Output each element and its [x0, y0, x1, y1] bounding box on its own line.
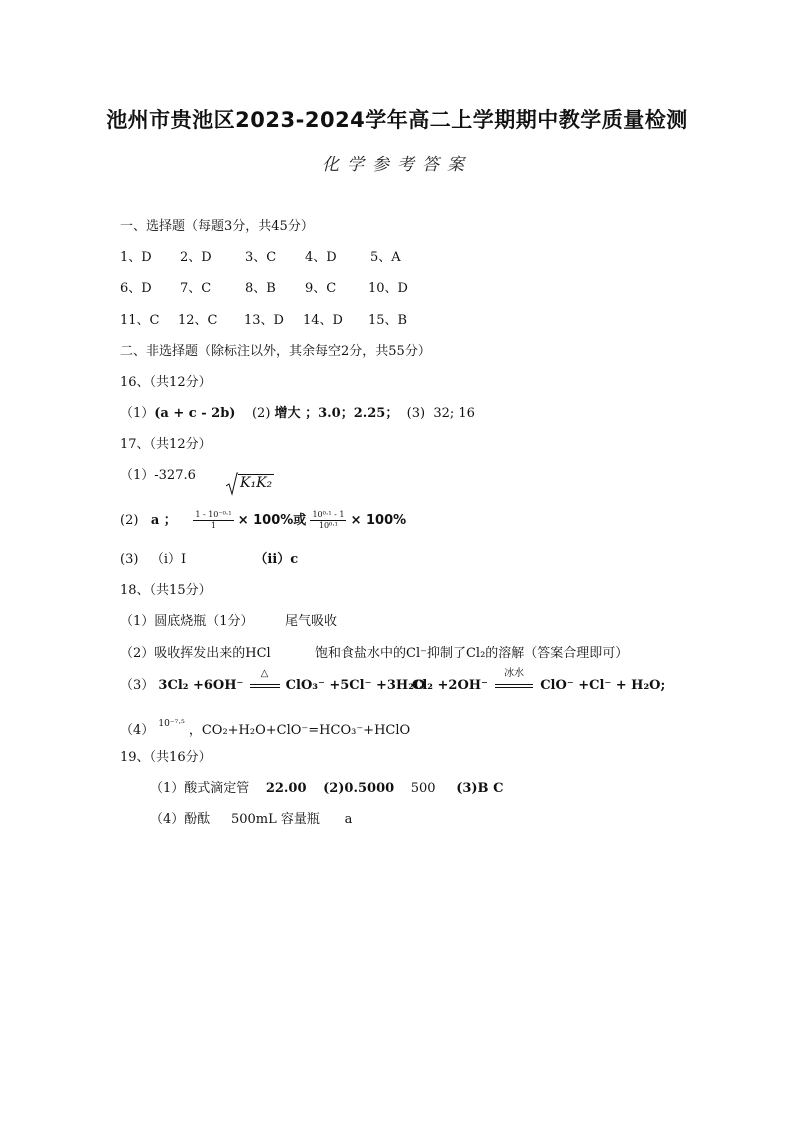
q18-part3 — [120, 668, 426, 695]
q16-part1-label: （1） — [120, 406, 155, 421]
q17-part2 — [120, 510, 406, 531]
q17-part3-ii: （ⅱ）c — [254, 552, 299, 567]
q18-part4-label: （4） — [120, 723, 155, 738]
q19-part4-flask: 500mL 容量瓶 — [230, 812, 320, 827]
fraction-1-times: × 100%或 — [237, 513, 307, 528]
q19-part1-value: 22.00 — [265, 781, 307, 796]
fraction-2-denominator: 10⁰·¹ — [318, 521, 339, 530]
equation-1-right: ClO₃⁻ +5Cl⁻ +3H₂O — [285, 678, 426, 693]
equals-sign-icon — [495, 684, 533, 688]
q17-part3-i: （ⅰ）Ⅰ — [150, 552, 187, 567]
answer-1: 1、D — [120, 250, 152, 265]
q18-part4 — [120, 715, 410, 740]
heat-condition: △ — [260, 668, 269, 679]
q16-part3-label: (3) — [406, 406, 426, 421]
q17-part1: （1）-327.6 — [120, 468, 196, 483]
sqrt-symbol — [226, 474, 274, 491]
section-1-heading: 一、选择题（每题3分，共45分） — [120, 219, 314, 234]
page-title: 池州市贵池区2023-2024学年高二上学期期中教学质量检测 — [106, 108, 688, 132]
equation-2-left: Cl₂ +2OH⁻ — [412, 678, 488, 693]
q19-part4-answer: a — [344, 812, 353, 827]
q16-part2-label: (2) — [251, 406, 271, 421]
equation-2-right: ClO⁻ +Cl⁻ + H₂O; — [540, 678, 666, 693]
q16-part3-value: 32; 16 — [433, 406, 475, 421]
q19-part1 — [150, 780, 503, 798]
q19-part2-value: (2)0.5000 — [323, 781, 395, 796]
answer-4: 4、D — [305, 250, 337, 265]
q19-part1-label: （1）酸式滴定管 — [150, 781, 250, 796]
q17-sqrt-expression — [226, 472, 274, 491]
q16-heading: 16、（共12分） — [120, 375, 212, 390]
q18-part3-label: （3） — [120, 678, 155, 693]
q19-part4 — [150, 811, 352, 829]
q17-part3-label: (3) — [120, 552, 139, 567]
equation-2-arrow — [492, 668, 536, 695]
q18-part1-second: 尾气吸收 — [285, 614, 338, 629]
q19-part4-label: （4）酚酞 — [150, 812, 211, 827]
q19-heading: 19、（共16分） — [120, 750, 212, 765]
q19-part3-value: (3)B C — [456, 781, 504, 796]
q18-part4-constant: 10⁻⁷·⁵ — [158, 719, 185, 729]
answer-9: 9、C — [305, 281, 337, 296]
q18-part2-second: 饱和食盐水中的Cl⁻抑制了Cl₂的溶解（答案合理即可） — [315, 646, 629, 661]
answer-14: 14、D — [303, 313, 343, 328]
q16-answer-line — [120, 405, 475, 423]
fraction-2-times: × 100% — [350, 513, 407, 528]
sqrt-content: K₁K₂ — [240, 475, 273, 491]
answer-13: 13、D — [244, 313, 284, 328]
q16-part1-value: (a + c - 2b) — [154, 406, 236, 421]
q17-part2-label: (2) — [120, 513, 139, 528]
q18-part1: （1）圆底烧瓶（1分） — [120, 614, 254, 629]
answer-2: 2、D — [180, 250, 212, 265]
q18-part4-equation: ，CO₂+H₂O+ClO⁻=HCO₃⁻+HClO — [188, 723, 411, 738]
fraction-1-numerator: 1 - 10⁻⁰·¹ — [195, 510, 232, 519]
ice-water-condition: 冰水 — [504, 668, 525, 679]
q18-heading: 18、（共15分） — [120, 583, 212, 598]
answer-6: 6、D — [120, 281, 152, 296]
answer-7: 7、C — [180, 281, 212, 296]
fraction-2 — [310, 510, 346, 531]
page-subtitle: 化学参考答案 — [322, 155, 472, 175]
answer-11: 11、C — [120, 313, 160, 328]
fraction-1-denominator: 1 — [210, 521, 216, 530]
q17-part3 — [120, 551, 298, 569]
answer-15: 15、B — [368, 313, 408, 328]
equation-1-left: 3Cl₂ +6OH⁻ — [158, 678, 244, 693]
radical-icon — [226, 472, 238, 496]
section-2-heading: 二、非选择题（除标注以外，其余每空2分，共55分） — [120, 344, 431, 359]
answer-8: 8、B — [245, 281, 276, 296]
q17-part2-answer: a ； — [150, 513, 177, 528]
answer-12: 12、C — [178, 313, 218, 328]
answer-10: 10、D — [368, 281, 408, 296]
equals-sign-icon — [250, 684, 280, 688]
q17-heading: 17、（共12分） — [120, 437, 212, 452]
q16-part2-value: 增大 ；3.0；2.25； — [274, 406, 399, 421]
q18-part2: （2）吸收挥发出来的HCl — [120, 646, 271, 661]
q19-part2-volume: 500 — [410, 781, 436, 796]
answer-5: 5、A — [370, 250, 401, 265]
fraction-1 — [193, 510, 233, 531]
equation-1-arrow — [248, 668, 282, 695]
fraction-2-numerator: 10⁰·¹ - 1 — [312, 510, 345, 519]
answer-3: 3、C — [245, 250, 277, 265]
q18-part3-eq2 — [412, 668, 666, 695]
